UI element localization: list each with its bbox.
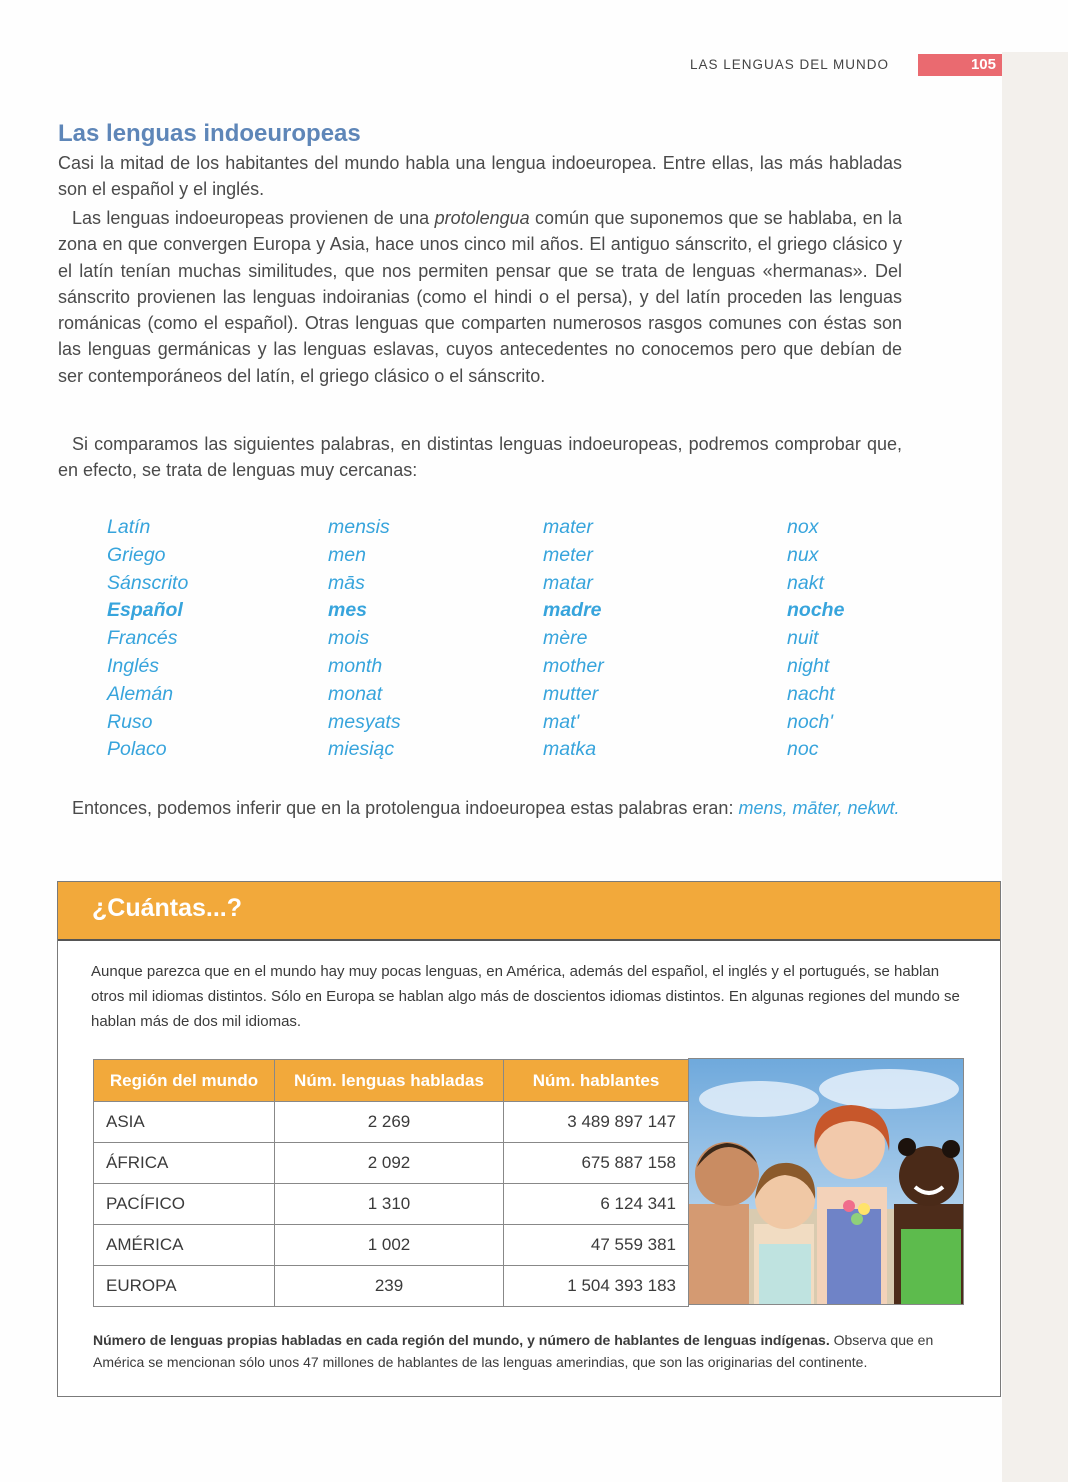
word-cell: Inglés — [107, 654, 160, 677]
conclusion-text: Entonces, podemos inferir que en la protolengua indoeuropea estas palabras eran: — [72, 798, 739, 818]
caption-bold: Número de lenguas propias habladas en cada región del mundo, y número de hablantes de lenguas indígenas. — [93, 1332, 830, 1348]
paragraph-conclusion — [58, 795, 902, 822]
word-cell: mother — [543, 654, 604, 677]
word-cell: meter — [543, 543, 593, 566]
column-header: Región del mundo — [94, 1060, 275, 1102]
box-header — [58, 882, 1000, 941]
word-cell: Sánscrito — [107, 571, 189, 594]
languages-cell: 239 — [275, 1266, 504, 1307]
word-cell: mater — [543, 516, 593, 538]
table-caption — [93, 1329, 973, 1373]
cuantas-box — [57, 881, 1001, 1397]
word-cell: mās — [328, 571, 365, 594]
box-title: ¿Cuántas...? — [92, 894, 243, 922]
word-cell: noch' — [787, 710, 834, 733]
word-cell: mensis — [328, 516, 390, 538]
languages-column — [107, 514, 188, 764]
table-row — [94, 1225, 689, 1266]
paragraph-text: común que suponemos que se hablaba, en la zona en que convergen Europa y Asia, hace unos cinco mil años. El antiguo sánscrito, el griego clásico y el latín tenían muchas similitudes, que nos permiten pensar que se trata de lenguas «hermanas». Del sánscrito provienen las lenguas indoiranias (como el hindi o el persa), y del latín proceden las lenguas románicas (como el español). Otras lenguas que comparten numerosos rasgos comunes con éstas son las lenguas germánicas y las lenguas eslavas, cuyos antecedentes no conocemos pero que debían de ser contemporáneos del latín, el griego clásico o el sánscrito. — [58, 208, 902, 386]
table-row — [94, 1102, 689, 1143]
word-cell: noche — [787, 599, 845, 622]
word-cell: month — [328, 654, 383, 677]
month-column — [328, 514, 401, 764]
word-cell: nacht — [787, 682, 835, 705]
running-header: LAS LENGUAS DEL MUNDO — [690, 57, 890, 72]
word-cell: Griego — [107, 543, 166, 566]
paragraph-text: Las lenguas indoeuropeas provienen de una — [72, 208, 435, 228]
box-text: Aunque parezca que en el mundo hay muy pocas lenguas, en América, además del español, el inglés y el portugués, se hablan otros mil idiomas distintos. Sólo en Europa se hablan algo más de doscientos idiomas distintos. En algunas regiones del mundo se hablan más de dos mil idiomas. — [91, 963, 960, 1030]
region-cell: AMÉRICA — [94, 1225, 275, 1266]
protolengua-term: protolengua — [434, 208, 530, 228]
word-cell: madre — [543, 599, 602, 622]
region-cell: PACÍFICO — [94, 1184, 275, 1225]
word-cell: men — [328, 543, 366, 566]
children-illustration — [689, 1059, 964, 1305]
region-cell: ÁFRICA — [94, 1143, 275, 1184]
word-cell: Ruso — [107, 710, 153, 733]
speakers-cell: 6 124 341 — [504, 1184, 689, 1225]
word-cell: Español — [107, 599, 183, 622]
word-cell: Polaco — [107, 738, 167, 761]
languages-cell: 2 092 — [275, 1143, 504, 1184]
word-cell: mesyats — [328, 710, 401, 733]
paragraph-compare: Si comparamos las siguientes palabras, en distintas lenguas indoeuropeas, podremos comprobar que, en efecto, se trata de lenguas muy cercanas: — [58, 434, 902, 481]
word-cell: mois — [328, 627, 370, 650]
word-cell: miesiąc — [328, 738, 395, 761]
speakers-cell: 47 559 381 — [504, 1225, 689, 1266]
speakers-cell: 1 504 393 183 — [504, 1266, 689, 1307]
night-column — [787, 514, 844, 764]
speakers-cell: 675 887 158 — [504, 1143, 689, 1184]
word-cell: matka — [543, 738, 597, 761]
table-header-row — [94, 1060, 689, 1102]
column-header: Núm. lenguas habladas — [275, 1060, 504, 1102]
word-cell: mat' — [543, 710, 580, 733]
page-edge — [1002, 52, 1068, 1482]
word-cell: mère — [543, 627, 588, 650]
word-cell: nox — [787, 516, 819, 538]
word-cell: nuit — [787, 627, 819, 650]
paragraph-intro: Casi la mitad de los habitantes del mundo habla una lengua indoeuropea. Entre ellas, las más habladas son el español y el inglés. — [58, 153, 902, 200]
languages-cell: 1 002 — [275, 1225, 504, 1266]
table-row — [94, 1266, 689, 1307]
languages-cell: 2 269 — [275, 1102, 504, 1143]
languages-by-region-table — [93, 1059, 689, 1307]
word-cell: mutter — [543, 682, 599, 705]
region-cell: ASIA — [94, 1102, 275, 1143]
page-number: 105 — [918, 54, 1002, 76]
word-cell: Francés — [107, 627, 178, 650]
children-photo — [688, 1058, 964, 1305]
paragraph-protolengua — [58, 205, 902, 389]
table-row — [94, 1143, 689, 1184]
column-header: Núm. hablantes — [504, 1060, 689, 1102]
word-cell: monat — [328, 682, 383, 705]
word-cell: nux — [787, 543, 819, 566]
mother-column — [543, 514, 604, 764]
region-cell: EUROPA — [94, 1266, 275, 1307]
word-cell: Alemán — [107, 682, 174, 705]
speakers-cell: 3 489 897 147 — [504, 1102, 689, 1143]
word-cell: night — [787, 654, 830, 677]
table-row — [94, 1184, 689, 1225]
protolanguage-words: mens, māter, nekwt. — [738, 798, 900, 818]
word-cell: mes — [328, 599, 368, 622]
word-cell: nakt — [787, 571, 824, 594]
word-cell: Latín — [107, 516, 151, 538]
languages-cell: 1 310 — [275, 1184, 504, 1225]
word-cell: noc — [787, 738, 819, 761]
caption-text: Observa que en América se mencionan sólo unos 47 millones de hablantes de las lenguas amerindias, que son las originarias del continente. — [93, 1332, 934, 1370]
section-title: Las lenguas indoeuropeas — [58, 120, 361, 147]
word-cell: matar — [543, 571, 593, 594]
